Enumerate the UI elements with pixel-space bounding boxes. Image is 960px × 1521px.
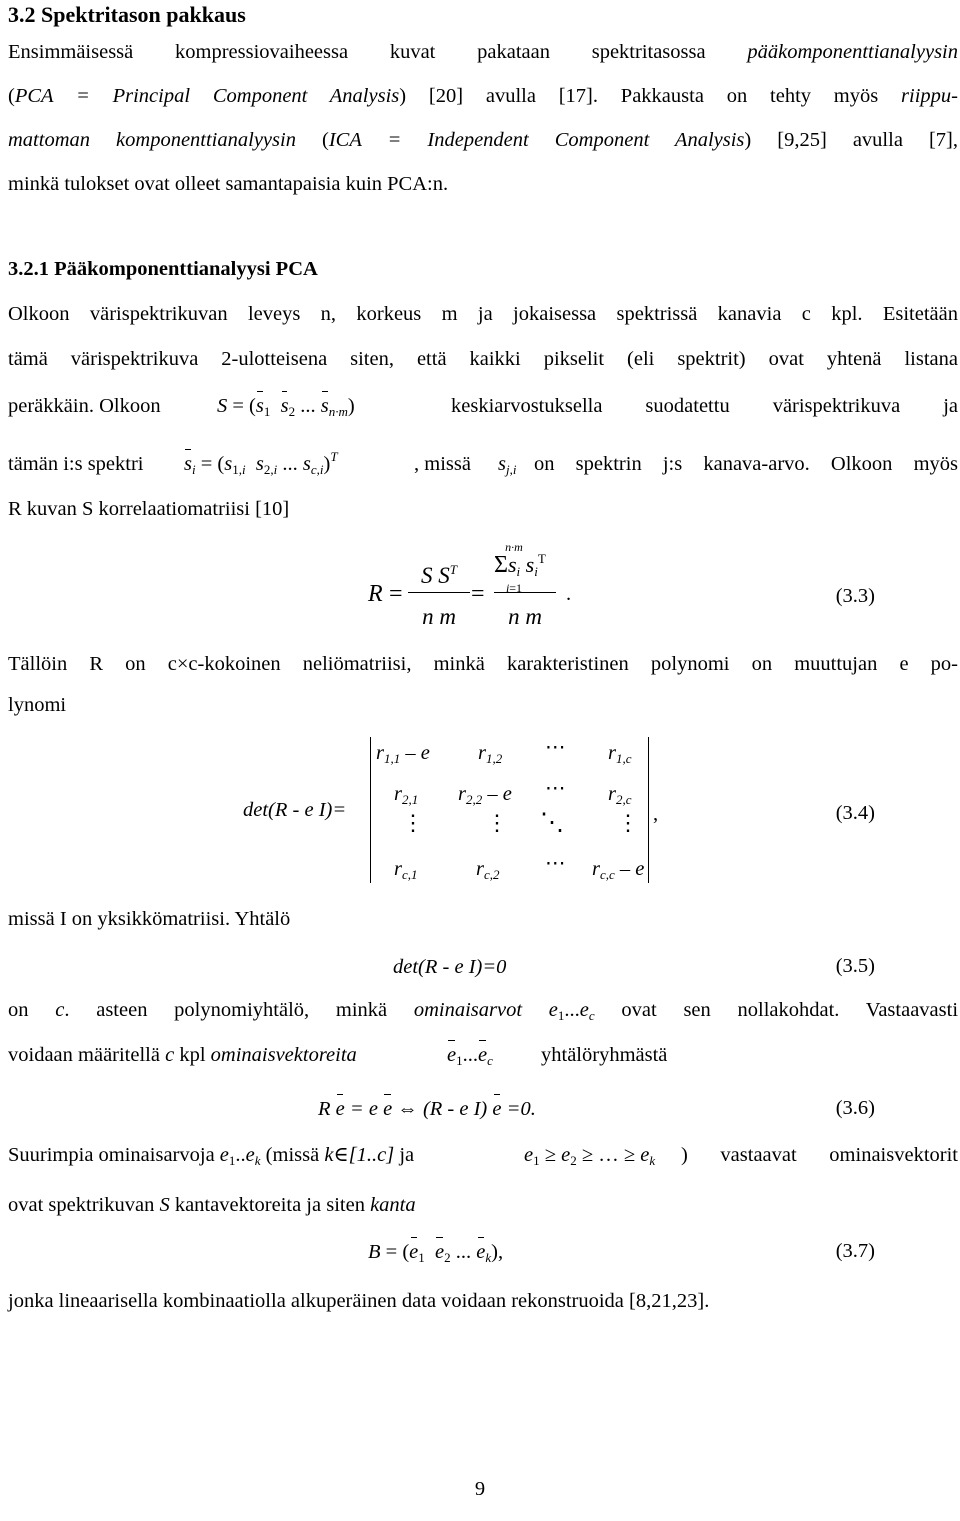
p1-line1: Olkoon värispektrikuvan leveys n, korkeus m ja jokaisessa spektrissä kanavia c kpl. Esitetään	[8, 303, 958, 325]
p1-line3b: keskiarvostuksella suodatettu värispektrikuva ja	[451, 395, 958, 417]
sji-symbol: $s_{j,i}$	[498, 453, 517, 477]
after35-line1: on c. asteen polynomiyhtälö, minkä ominaisarvot $e_1...e_c$ ovat sen nollakohdat. Vastaavasti	[8, 999, 959, 1023]
intro-line: (PCA = Principal Component Analysis) [20] avulla [17]. Pakkausta on tehty myös riippu-	[8, 85, 958, 107]
after36-line1a: Suurimpia ominaisarvoja $e_1..e_k$ (missä k∈[1..c] ja	[8, 1144, 415, 1168]
si-definition: $s_i = (s_{1,i}$ $s_{2,i}$ ... $s_{c,i})^T$	[184, 449, 338, 477]
after35-line2b: yhtälöryhmästä	[541, 1044, 668, 1066]
equation-3-7: $B = (e_1$ $e_2$ ... $e_k$),	[368, 1241, 504, 1265]
p1-line4c: on spektrin j:s kanava-arvo. Olkoon myös	[534, 453, 958, 475]
subsection-title: 3.2.1 Pääkomponenttianalyysi PCA	[8, 258, 318, 280]
after36-line2: ovat spektrikuvan S kantavektoreita ja siten kanta	[8, 1194, 416, 1216]
eq36-label: (3.6)	[835, 1097, 875, 1119]
equation-3-5: det(R - e I)=0	[393, 956, 507, 978]
eigen-order: $e_1 \ge e_2$ ≥ … ≥ $e_k$	[524, 1144, 656, 1168]
p1-line2: tämä värispektrikuva 2-ulotteisena siten, että kaikki pikselit (eli spektrit) ovat yhtenä listana	[8, 348, 958, 370]
eq35-label: (3.5)	[835, 955, 875, 977]
p1-line4b: , missä	[414, 453, 471, 475]
equation-3-6: R e = e e ⇔ (R - e I) e =0.	[318, 1098, 536, 1120]
p1-line5: R kuvan S korrelaatiomatriisi [10]	[8, 498, 290, 520]
p1-line4a: tämän i:s spektri	[8, 453, 144, 475]
section-title: 3.2 Spektritason pakkaus	[8, 2, 246, 27]
intro-line: mattoman komponenttianalyysin (ICA = Independent Component Analysis) [9,25] avulla [7],	[8, 129, 958, 151]
after33-line2: lynomi	[8, 694, 67, 716]
intro-line: minkä tulokset ovat olleet samantapaisia kuin PCA:n.	[8, 173, 449, 195]
eq37-label: (3.7)	[835, 1240, 875, 1262]
intro-line: Ensimmäisessä kompressiovaiheessa kuvat pakataan spektritasossa pääkomponenttianalyysin	[8, 41, 958, 63]
after36-line1b: ) vastaavat ominaisvektorit	[681, 1144, 958, 1166]
evec-range: $e_1...e_c$	[447, 1044, 493, 1068]
after35-line2a: voidaan määritellä c kpl ominaisvektoreita	[8, 1044, 357, 1066]
page-number: 9	[474, 1478, 486, 1500]
after37: jonka lineaarisella kombinaatiolla alkuperäinen data voidaan rekonstruoida [8,21,23].	[8, 1290, 710, 1312]
after34: missä I on yksikkömatriisi. Yhtälö	[8, 908, 291, 930]
p1-line3a: peräkkäin. Olkoon	[8, 395, 161, 417]
after33-line1: Tällöin R on c×c-kokoinen neliömatriisi, minkä karakteristinen polynomi on muuttujan e po-	[8, 653, 958, 675]
S-definition: $S = (s_1$ $s_2$ ... $s_{n\cdot m}$)	[217, 395, 355, 419]
